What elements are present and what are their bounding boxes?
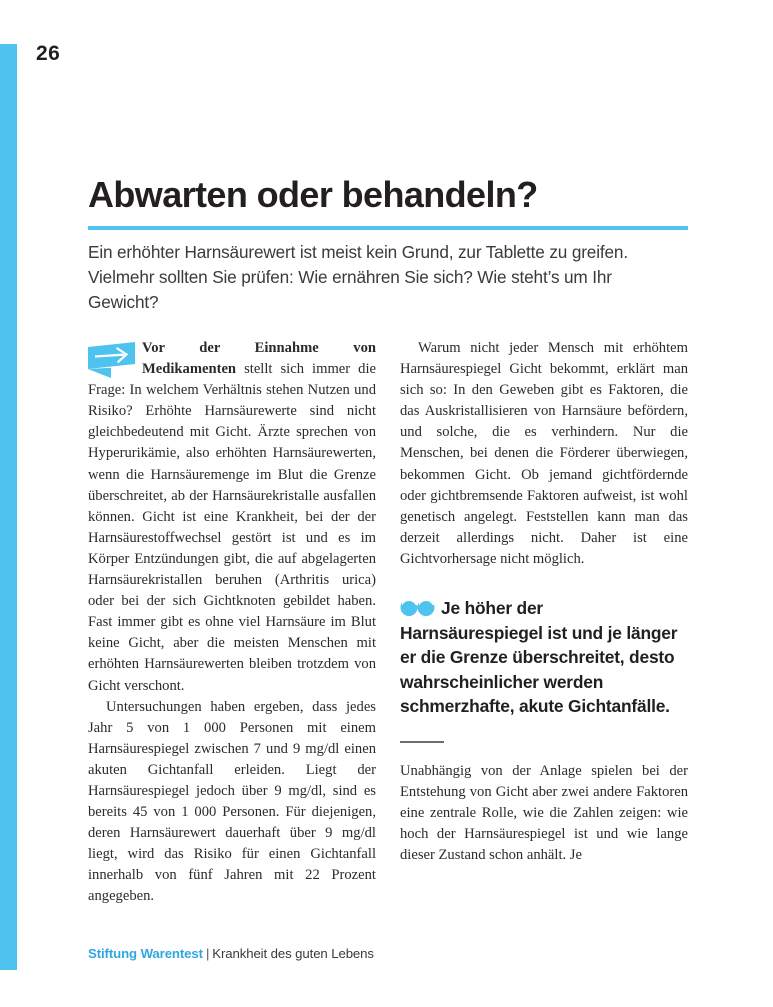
standfirst-intro: Ein erhöhter Harnsäurewert ist meist kein Grund, zur Tablette zu greifen. Vielmehr sollten Sie prüfen: Wie ernähren Sie sich? Wie steht’s um Ihr Gewicht? <box>88 242 628 312</box>
post-rule-spacer <box>400 743 688 761</box>
quotation-mark-icon <box>400 599 436 616</box>
right-paragraph-2: Unabhängig von der Anlage spielen bei der Entstehung von Gicht aber zwei andere Faktoren eine zentrale Rolle, wie die Zahlen zeigen: wie hoch der Harnsäurespiegel ist und wie lange dieser Zustand schon anhält. Je <box>400 763 688 864</box>
arrow-flag-icon <box>88 342 135 378</box>
pull-quote-text: Je höher der Harnsäurespiegel ist und je länger er die Grenze überschreitet, desto wahrscheinlicher werden schmerzhafte, akute Gichtanfälle. <box>400 598 678 717</box>
left-paragraph-1-lead: Vor der Einnahme von Medikamenten <box>142 340 376 378</box>
title-underline-rule <box>88 226 688 230</box>
article-columns <box>88 338 688 918</box>
footer-separator: | <box>205 946 210 961</box>
pull-quote <box>400 596 688 719</box>
left-accent-bar <box>0 44 17 970</box>
left-paragraph-1-body: stellt sich immer die Frage: In welchem Verhältnis stehen Nutzen und Risiko? Erhöhte Harnsäurewerte sind nicht gleichbedeutend mit Gicht. Ärzte sprechen von Hyperurikämie, also erhöhten Harnsäurewerten, wenn die Harnsäuremenge im Blut die Grenze überschreitet, ab der Harnsäurekristalle ausfallen können. Gicht ist eine Krankheit, bei der der Harnsäurestoffwechsel gestört ist und es im Körper Entzündungen gibt, die auf abgelagerten Harnsäurekristallen beruhen (Arthritis urica) oder bei der sich Gichtknoten gebildet haben. Fast immer gibt es ohne viel Harnsäure im Blut keine Gicht, aber die meisten Menschen mit erhöhten Harnsäurewerten bleiben trotzdem von Gicht verschont. <box>88 361 376 694</box>
page-content <box>88 0 688 1007</box>
footer-brand: Stiftung Warentest <box>88 946 203 961</box>
left-paragraph-1 <box>88 338 376 697</box>
page-title: Abwarten oder behandeln? <box>88 174 538 215</box>
column-left <box>88 338 376 908</box>
rule-spacer <box>400 719 688 741</box>
footer-subtitle: Krankheit des guten Lebens <box>212 946 374 961</box>
column-right <box>400 338 688 866</box>
page-number: 26 <box>36 42 61 65</box>
right-paragraph-1: Warum nicht jeder Mensch mit erhöhtem Harnsäurespiegel Gicht bekommt, erklärt man sich so: In den Geweben gibt es Faktoren, die das Auskristallisieren von Harnsäure befördern, und solche, die es verhindern. Nur die Menschen, bei denen die Förderer überwiegen, bekommen Gicht. Ob jemand gichtfördernde oder gichtbremsende Faktoren aufweist, ist wohl genetisch angelegt. Feststellen kann man das derzeit allerdings nicht. Daher ist eine Gichtvorhersage nicht möglich. <box>400 340 688 567</box>
quote-spacer <box>400 570 688 596</box>
page-footer <box>88 946 374 961</box>
left-paragraph-2: Untersuchungen haben ergeben, dass jedes Jahr 5 von 1 000 Personen mit einem Harnsäurespiegel zwischen 7 und 9 mg/dl einen akuten Gichtanfall erleiden. Liegt der Harnsäurespiegel jedoch über 9 mg/dl, sind es bereits 45 von 1 000 Personen. Für diejenigen, deren Harnsäurewert dauerhaft über 9 mg/dl liegt, wird das Risiko für einen Gichtanfall innerhalb von fünf Jahren mit 22 Prozent angegeben. <box>88 698 376 905</box>
